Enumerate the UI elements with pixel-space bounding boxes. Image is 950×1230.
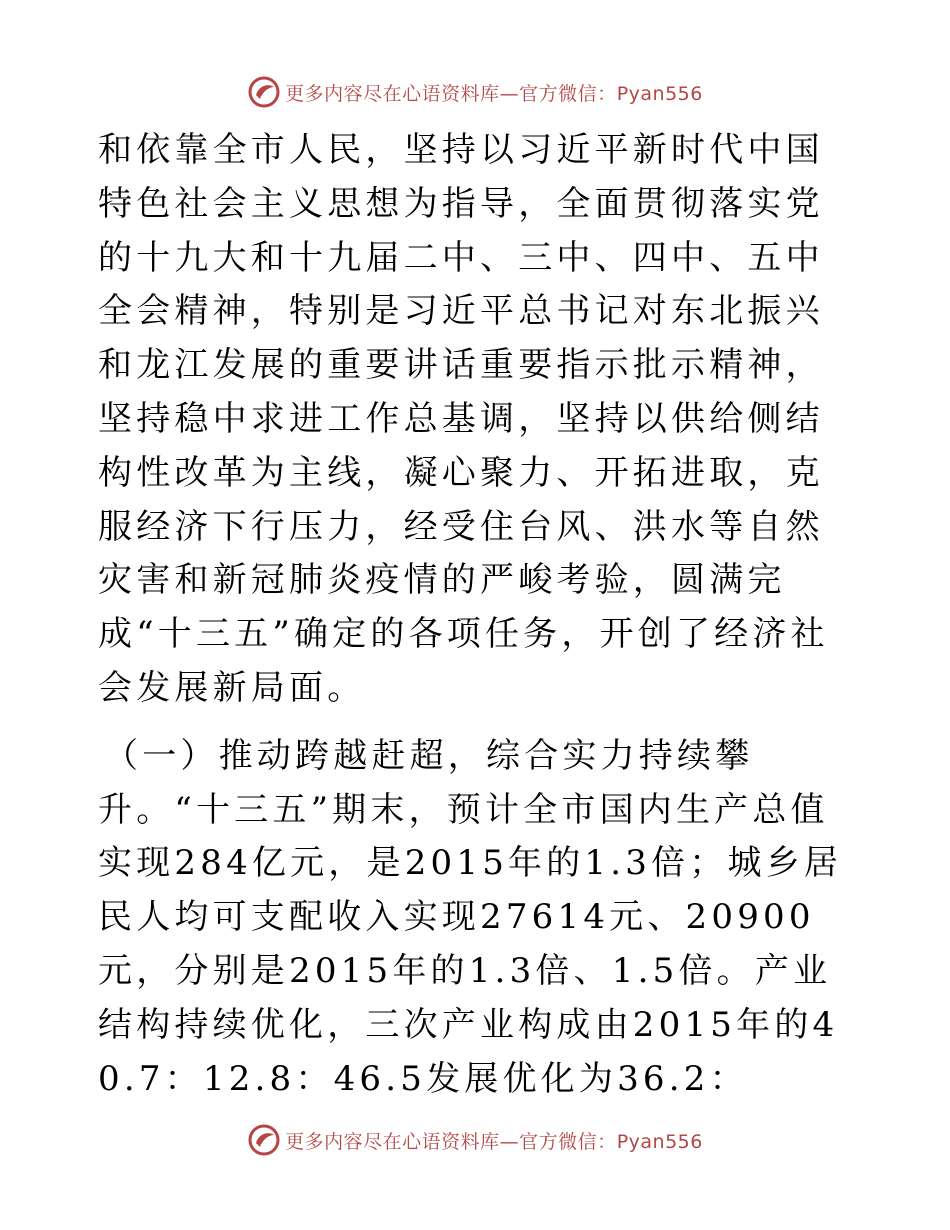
brand-logo-icon <box>247 1123 281 1157</box>
header-watermark <box>0 72 950 112</box>
paragraph-intro: 和依靠全市人民，坚持以习近平新时代中国特色社会主义思想为指导，全面贯彻落实党的十九大和十九届二中、三中、四中、五中全会精神，特别是习近平总书记对东北振兴和龙江发展的重要讲话重要指示批示精神，坚持稳中求进工作总基调，坚持以供给侧结构性改革为主线，凝心聚力、开拓进取，克服经济下行压力，经受住台风、洪水等自然灾害和新冠肺炎疫情的严峻考验，圆满完成“十三五”确定的各项任务，开创了经济社会发展新局面。 <box>98 130 829 708</box>
paragraph-section-1: （一）推动跨越赶超，综合实力持续攀升。“十三五”期末，预计全市国内生产总值实现284亿元，是2015年的1.3倍；城乡居民人均可支配收入实现27614元、20900元，分别是2015年的1.3倍、1.5倍。产业结构持续优化，三次产业构成由2015年的40.7：12.8：46.5发展优化为36.2： <box>98 735 843 1099</box>
footer-watermark <box>0 1120 950 1160</box>
brand-logo-icon <box>247 75 281 109</box>
watermark-text: 更多内容尽在心语资料库—官方微信：Pyan556 <box>285 1130 703 1153</box>
document-body <box>98 124 858 1106</box>
watermark-text: 更多内容尽在心语资料库—官方微信：Pyan556 <box>285 82 703 105</box>
